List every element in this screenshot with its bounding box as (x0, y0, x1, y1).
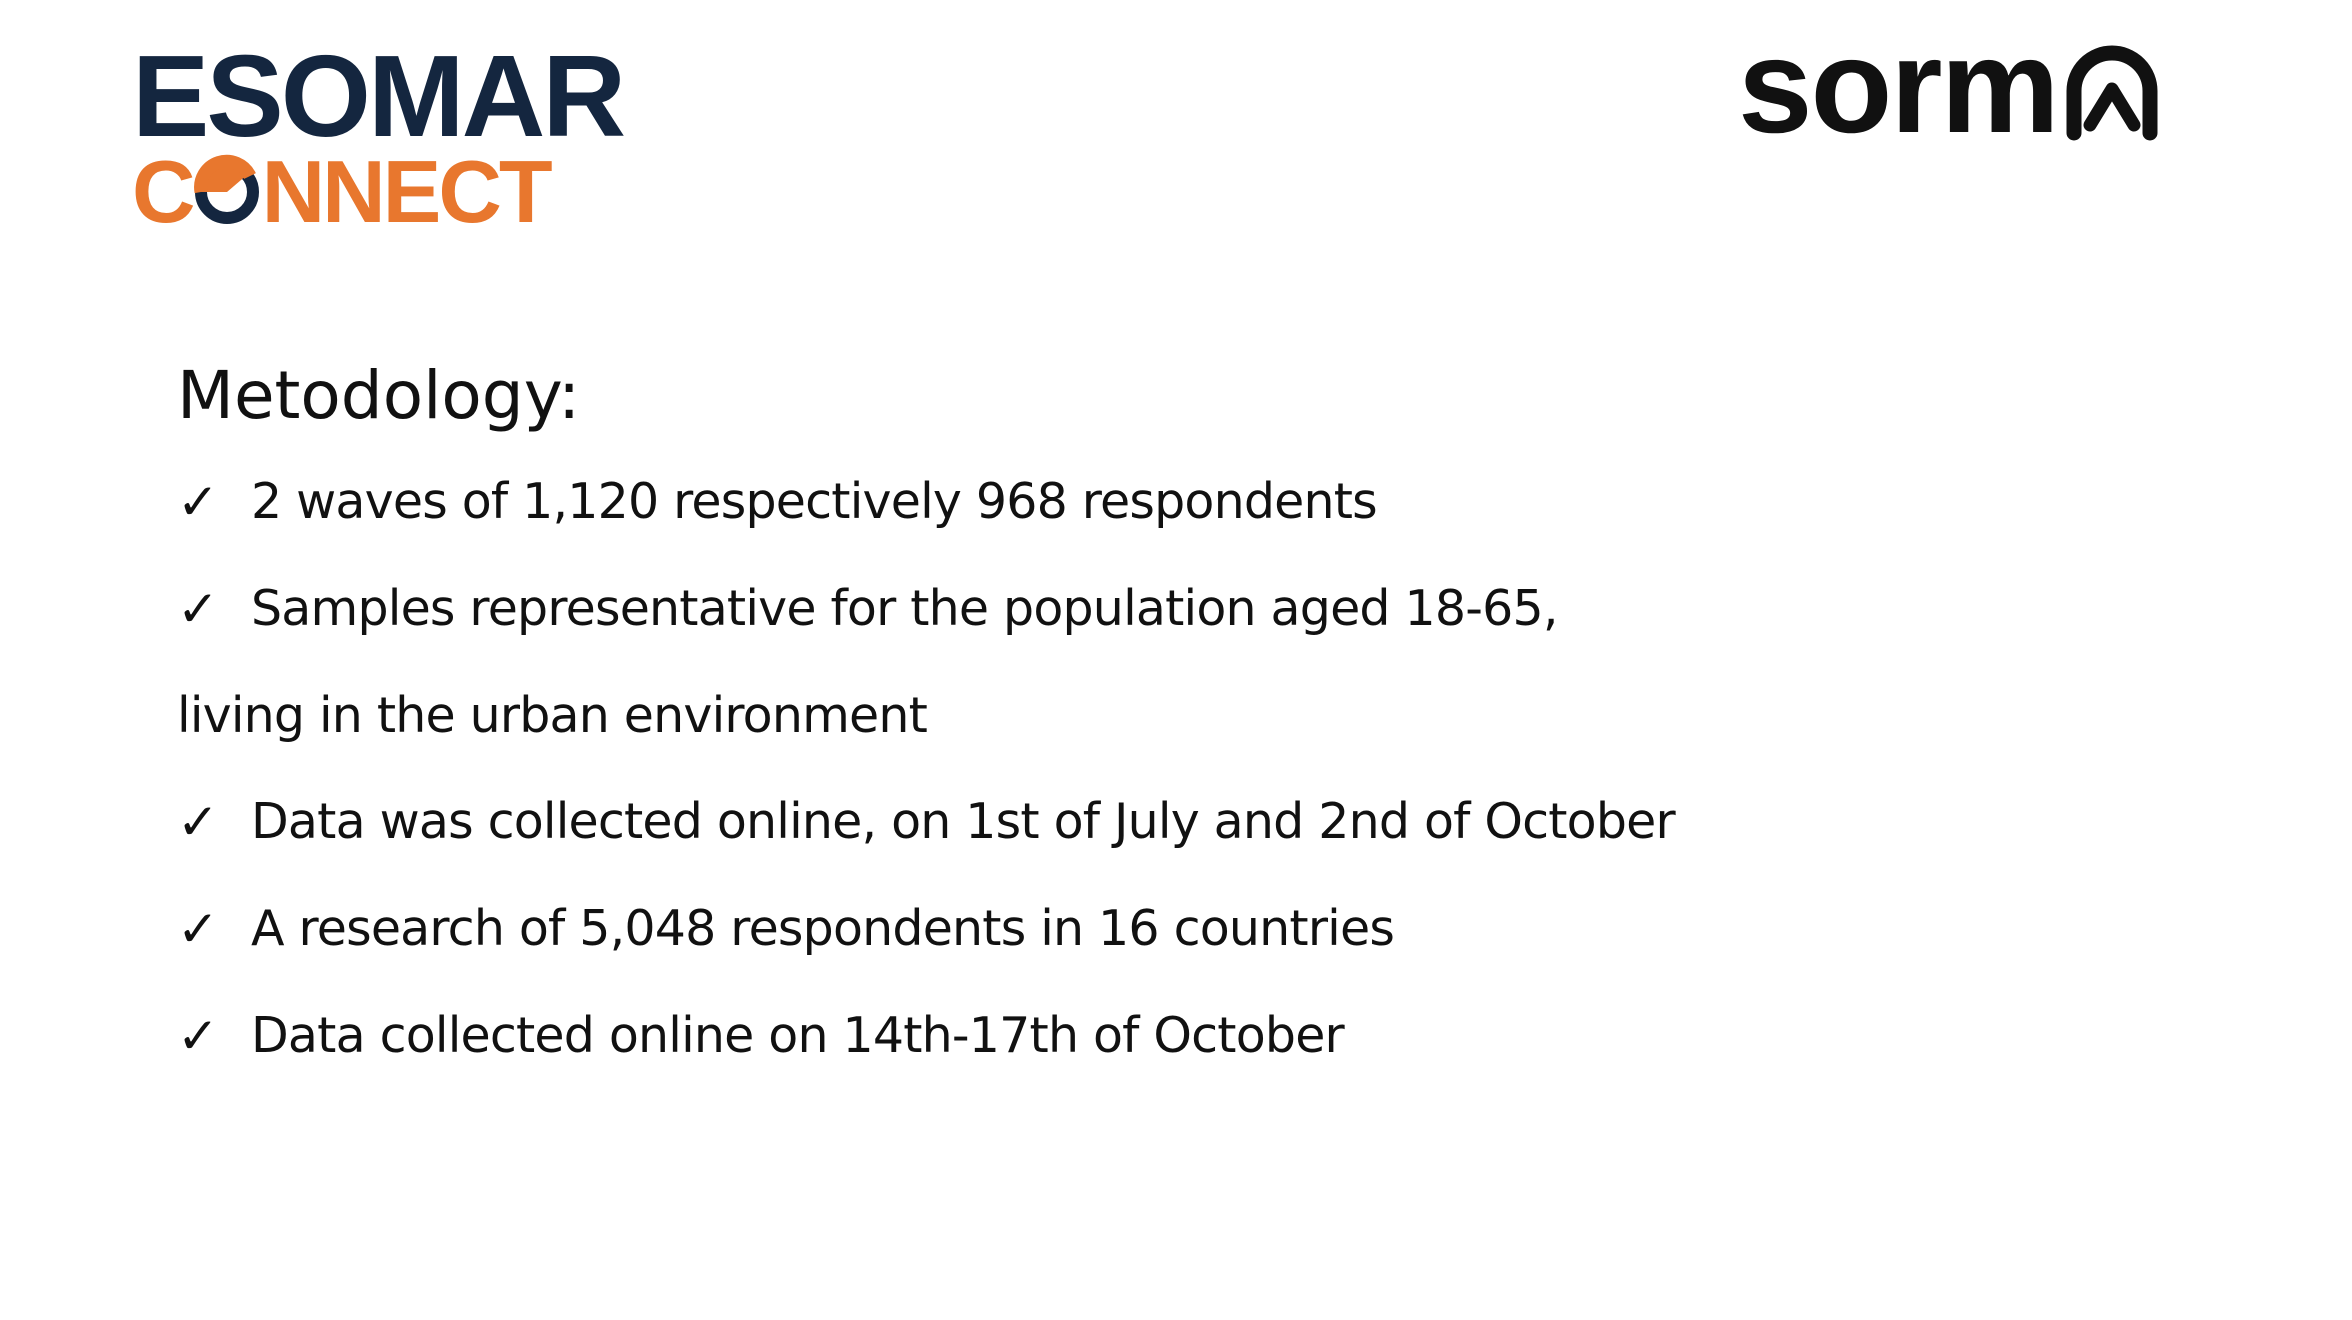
bullet-text: Data was collected online, on 1st of July and 2nd of October (251, 793, 1675, 850)
connect-wordmark (132, 142, 550, 242)
bullet-text: Data collected online on 14th-17th of October (251, 1007, 1344, 1064)
sorma-logo (1738, 12, 2162, 161)
bullet-data-online (177, 1000, 1344, 1072)
bullet-text: Samples representative for the population aged 18-65, (251, 580, 1558, 637)
connect-o-mark-icon (194, 154, 260, 230)
connect-letters-rest: NNECT (261, 142, 550, 241)
sorma-wordmark: sorm (1738, 12, 2058, 161)
check-icon: ✓ (177, 1007, 219, 1065)
connect-letter-c: C (132, 142, 193, 241)
bullet-data-collected (177, 786, 1675, 858)
methodology-heading: Metodology: (177, 357, 581, 434)
sorma-a-mark-icon (2062, 41, 2162, 141)
bullet-text: 2 waves of 1,120 respectively 968 respondents (251, 473, 1377, 530)
bullet-text: A research of 5,048 respondents in 16 countries (251, 900, 1395, 957)
continuation-text: living in the urban environment (177, 687, 928, 744)
esomar-wordmark: ESOMAR (132, 31, 624, 161)
bullet-samples (177, 573, 1558, 645)
check-icon: ✓ (177, 900, 219, 958)
check-icon: ✓ (177, 473, 219, 531)
check-icon: ✓ (177, 580, 219, 638)
check-icon: ✓ (177, 793, 219, 851)
bullet-waves (177, 466, 1377, 538)
esomar-connect-logo (132, 31, 632, 241)
bullet-research (177, 893, 1394, 965)
bullet-continuation (177, 680, 927, 752)
